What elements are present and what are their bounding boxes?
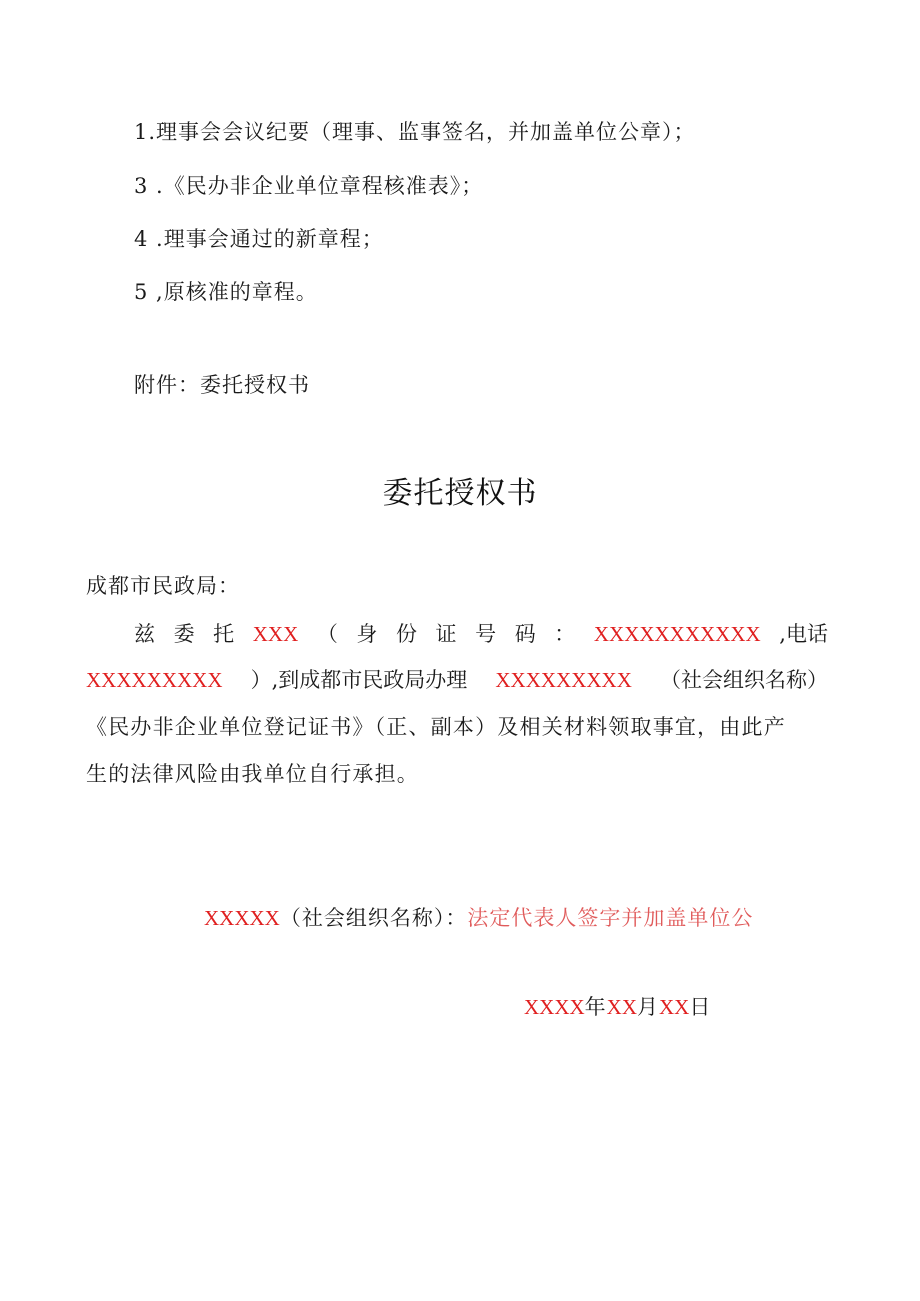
- document-title: 委托授权书: [382, 476, 538, 511]
- list-item-3: 3 .《民办非企业单位章程核准表》；: [134, 174, 484, 198]
- body-line-3: 《民办非企业单位登记证书》（正、副本）及相关材料领取事宜，由此产: [86, 715, 786, 739]
- body-text: （社会组织名称）: [659, 668, 828, 692]
- body-char: ：: [554, 622, 576, 646]
- day-unit: 日: [689, 995, 712, 1019]
- month-unit: 月: [637, 995, 660, 1019]
- year-placeholder: XXXX: [524, 995, 585, 1019]
- day-placeholder: XX: [659, 995, 690, 1019]
- org-placeholder: XXXXX: [204, 906, 280, 930]
- org-label: （社会组织名称）：: [279, 906, 468, 930]
- list-item-1: 1.理事会会议纪要（理事、监事签名，并加盖单位公章）；: [134, 120, 696, 144]
- signature-note: 法定代表人签字并加盖单位公: [467, 906, 754, 930]
- body-char: 委: [173, 622, 195, 646]
- body-char: 号: [475, 622, 497, 646]
- year-unit: 年: [584, 995, 607, 1019]
- phone-label: ,电话: [779, 622, 828, 646]
- id-number-placeholder: XXXXXXXXXXX: [593, 622, 761, 646]
- recipient: 成都市民政局：: [86, 574, 240, 598]
- body-text: ）,到成都市民政局办理: [250, 668, 468, 692]
- body-char: 码: [514, 622, 536, 646]
- body-line-2: [86, 666, 828, 694]
- body-line-1: [134, 620, 828, 648]
- list-item-5: 5 ,原核准的章程。: [134, 280, 318, 304]
- list-item-4: 4 .理事会通过的新章程；: [134, 227, 384, 251]
- signature-line: [204, 904, 753, 932]
- phone-placeholder: XXXXXXXXX: [86, 668, 223, 692]
- body-char: 兹: [134, 622, 155, 646]
- body-char: （: [316, 622, 338, 646]
- body-line-4: 生的法律风险由我单位自行承担。: [86, 762, 419, 786]
- date-line: [524, 993, 711, 1021]
- delegate-name-placeholder: XXX: [252, 622, 299, 646]
- body-char: 份: [395, 622, 417, 646]
- month-placeholder: XX: [606, 995, 638, 1019]
- attachment-label: 附件：委托授权书: [134, 373, 310, 397]
- org-name-placeholder: XXXXXXXXX: [495, 668, 632, 692]
- body-char: 身: [356, 622, 378, 646]
- body-char: 托: [213, 622, 235, 646]
- body-char: 证: [435, 622, 457, 646]
